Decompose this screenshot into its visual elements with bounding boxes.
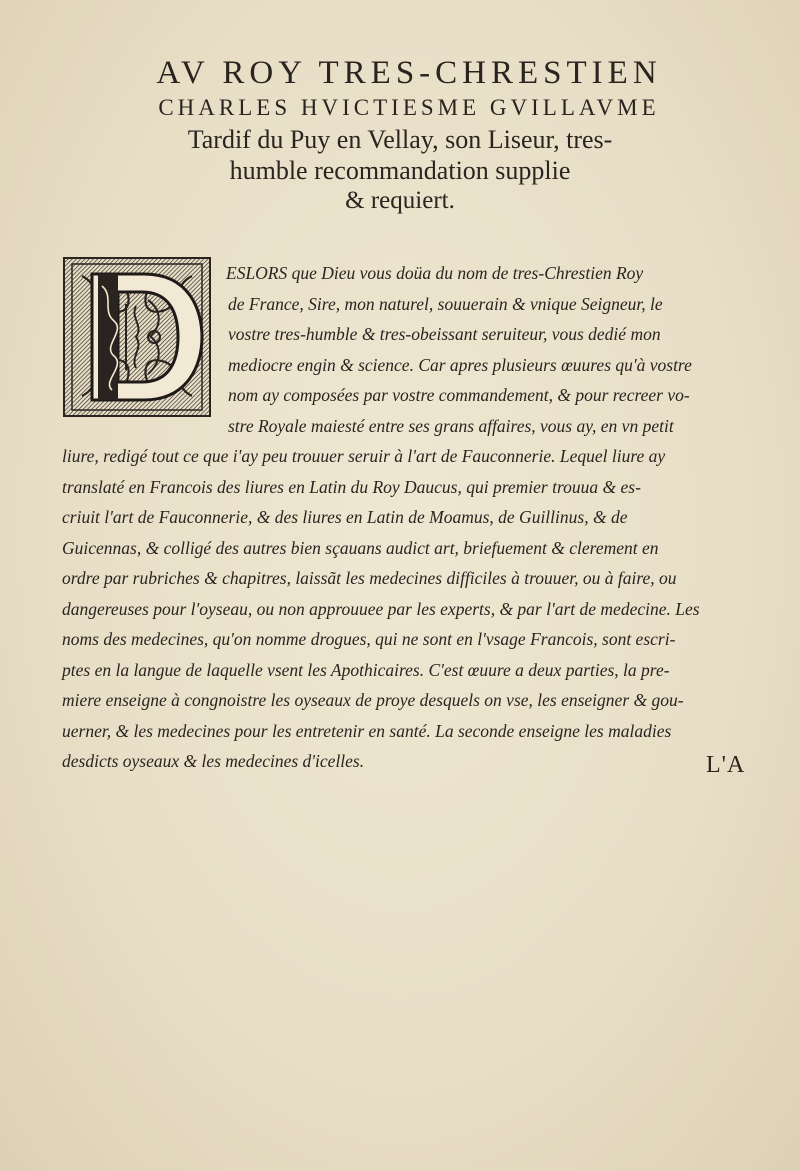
heading-line-3: Tardif du Puy en Vellay, son Liseur, tres- <box>187 125 613 154</box>
text-line-1: ESLORS que Dieu vous doüa du nom de tres-Chrestien Roy <box>226 263 644 283</box>
text-line-17: desdicts oyseaux & les medecines d'icelles. <box>62 751 365 771</box>
text-line-10: Guicennas, & colligé des autres bien sçauans audict art, briefuement & clerement en <box>62 537 659 558</box>
text-line-16: uerner, & les medecines pour les entretenir en santé. La seconde enseigne les maladies <box>62 720 672 741</box>
text-line-3: vostre tres-humble & tres-obeissant seruiteur, vous dedié mon <box>228 324 661 344</box>
text-line-12: dangereuses pour l'oyseau, ou non approuuee par les experts, & par l'art de medecine. Les <box>62 598 700 619</box>
dedication-heading <box>0 55 800 216</box>
text-line-14: ptes en la langue de laquelle vsent les Apothicaires. C'est œuure a deux parties, la pre- <box>62 659 670 680</box>
text-line-11: ordre par rubriches & chapitres, laissãt les medecines difficiles à trouuer, ou à faire, ou <box>62 568 677 588</box>
heading-line-4: humble recommandation supplie <box>229 156 571 185</box>
text-line-2: de France, Sire, mon naturel, souuerain & vnique Seigneur, le <box>228 293 663 314</box>
text-line-5: nom ay composées par vostre commandement, & pour recreer vo- <box>228 385 690 405</box>
text-line-6: stre Royale maiesté entre ses grans affaires, vous ay, en vn petit <box>228 415 674 436</box>
catchword: L'A <box>706 752 746 778</box>
text-line-13: noms des medecines, qu'on nomme drogues, qui ne sont en l'vsage Francois, sont escri- <box>62 629 676 649</box>
text-line-9: criuit l'art de Fauconnerie, & des liures en Latin de Moamus, de Guillinus, & de <box>62 507 628 527</box>
heading-line-1: AV ROY TRES-CHRESTIEN <box>156 55 662 91</box>
heading-line-5: & requiert. <box>345 187 455 214</box>
text-line-8: translaté en Francois des liures en Latin du Roy Daucus, qui premier trouua & es- <box>62 476 641 497</box>
text-line-7: liure, redigé tout ce que i'ay peu trouuer seruir à l'art de Fauconnerie. Lequel liure ay <box>62 446 666 466</box>
ornamental-initial-d <box>62 256 212 418</box>
text-line-15: miere enseigne à congnoistre les oyseaux de proye desquels on vse, les enseigner & gou- <box>62 690 684 710</box>
text-line-4: mediocre engin & science. Car apres plusieurs œuures qu'à vostre <box>228 354 692 375</box>
heading-line-2: CHARLES HVICTIESME GVILLAVME <box>158 95 660 120</box>
